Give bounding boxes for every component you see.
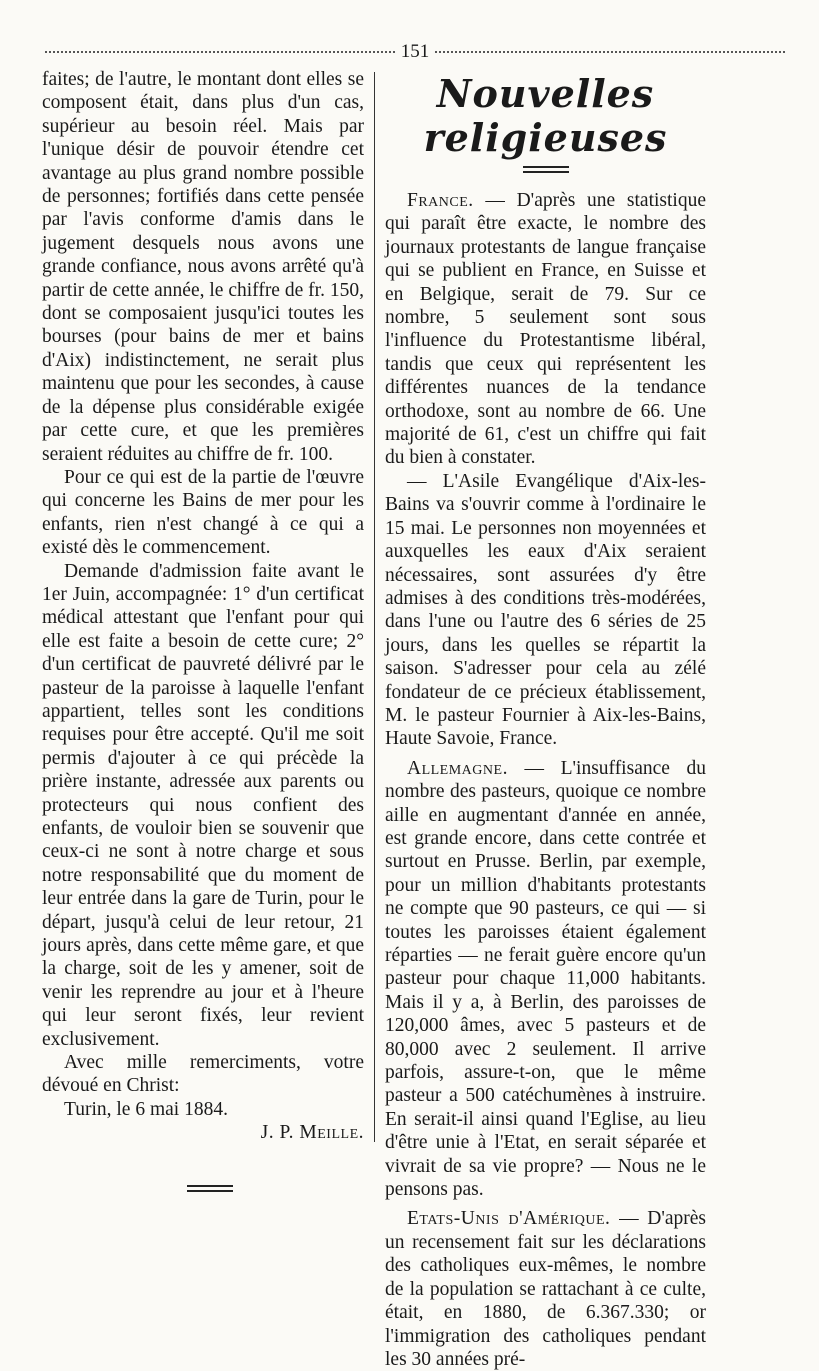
headline-ornament bbox=[523, 166, 569, 173]
column-divider bbox=[374, 72, 375, 1142]
news-item bbox=[385, 757, 706, 1202]
page-number: 151 bbox=[400, 41, 430, 62]
news-text: — L'insuffisance du nombre des pasteurs, quoique ce nombre aille en augmentant d'année en année, est grande encore, dans cette contrée et surtout en Prusse. Berlin, par exemple, pour un million d'habitants protestants ne compte que 90 pasteurs, ce qui — si toutes les paroisses étaient également réparties — ne ferait guère encore qu'un pasteur pour chaque 11,000 habitants. Mais il y a, à Berlin, des paroisses de 120,000 âmes, avec 5 pasteurs et de 80,000 avec 2 seulement. Il arrive parfois, assure-t-on, que le même pasteur a 500 catéchumènes à instruire. En serait-il ainsi quand l'Eglise, au lieu d'être unie à l'Etat, en serait séparée et vivrait de sa vie propre? — Nous ne le pensons pas. bbox=[385, 757, 706, 1201]
news-item bbox=[385, 189, 706, 470]
paragraph: Pour ce qui est de la partie de l'œuvre qui concerne les Bains de mer pour les enfants, rien n'est changé à ce qui a existé dès le commencement. bbox=[42, 466, 364, 559]
news-item bbox=[385, 470, 706, 751]
header-rule-right bbox=[435, 51, 785, 53]
right-column bbox=[385, 68, 706, 1371]
page-header bbox=[45, 40, 785, 64]
news-lead: France. bbox=[407, 190, 474, 211]
place-date: Turin, le 6 mai 1884. bbox=[64, 1098, 228, 1120]
news-text: — D'après un recensement fait sur les déclarations des catholiques eux-mêmes, le nombre de la population se rattachant à ce culte, était, en 1880, de 6.367.330; or l'immigration des catholiques pendant les 30 années pré- bbox=[385, 1208, 706, 1370]
news-lead: Allemagne. bbox=[407, 757, 508, 779]
header-rule-left bbox=[45, 51, 395, 53]
news-item bbox=[385, 1207, 706, 1371]
end-ornament bbox=[187, 1185, 233, 1192]
signature: J. P. Meille. bbox=[260, 1122, 364, 1144]
paragraph: Demande d'admission faite avant le 1er Juin, accompagnée: 1° d'un certificat médical attestant que l'enfant pour qui elle est faite a besoin de cette cure; 2° d'un certificat de pauvreté délivré par le pasteur de la paroisse à laquelle l'enfant appartient, telles sont les conditions requises pour être accepté. Qu'il me soit permis d'ajouter à ce qui précède la prière instante, adressée aux parents ou protecteurs qui nous confient des enfants, de vouloir bien se souvenir que ceux-ci ne sont à notre charge et sous notre responsabilité que du moment de leur entrée dans la gare de Turin, pour le départ, jusqu'à celui de leur retour, 21 jours après, dans cette même gare, et que la charge, soit de les y amener, soit de venir les reprendre au jour et à l'heure qui leur seront fixés, leur revient exclusivement. bbox=[42, 560, 364, 1050]
paragraph: faites; de l'autre, le montant dont elles se composent était, dans plus d'un cas, supérieur au besoin réel. Mais par l'unique désir de pouvoir étendre cet avantage au plus grand nombre possible de personnes; fortifiés dans cette pensée par l'avis conforme d'amis dans le jugement desquels nous avons une grande confiance, nous avons arrêté qu'à partir de cette année, le chiffre de fr. 150, dont se composaient jusqu'ici toutes les bourses (pour bains de mer et bains d'Aix) indistinctement, ne serait plus maintenu que pour les secondes, à cause de la dépense plus considérable exigée par cette cure, et que les premières seraient réduites au chiffre de fr. 100. bbox=[42, 69, 364, 465]
news-text: — D'après une statistique qui paraît être exacte, le nombre des journaux protestants de langue française qui se publient en France, en Suisse et en Belgique, serait de 79. Sur ce nombre, 5 seulement sont sous l'influence du Protestantisme libéral, tandis que ceux qui représentent les différentes nuances de la tendance orthodoxe, sont au nombre de 66. Une majorité de 61, c'est un chiffre qui fait du bien à constater. bbox=[385, 190, 706, 469]
news-text: — L'Asile Evangélique d'Aix-les-Bains va s'ouvrir comme à l'ordinaire le 15 mai. Le personnes non moyennées et auxquelles les eaux d'Aix seraient nécessaires, sont assurées d'y être admises à des conditions très-modérées, dans l'une ou l'autre des 6 séries de 25 jours, dans les quelles se répartit la saison. S'adresser pour cela au zélé fondateur de ce précieux établissement, M. le pasteur Fournier à Aix-les-Bains, Haute Savoie, France. bbox=[385, 470, 706, 750]
news-lead: Etats-Unis d'Amérique. bbox=[407, 1208, 611, 1230]
section-headline: Nouvelles religieuses bbox=[423, 71, 668, 160]
paragraph: Avec mille remerciments, votre dévoué en Christ: bbox=[42, 1052, 364, 1097]
left-column bbox=[42, 68, 364, 1192]
